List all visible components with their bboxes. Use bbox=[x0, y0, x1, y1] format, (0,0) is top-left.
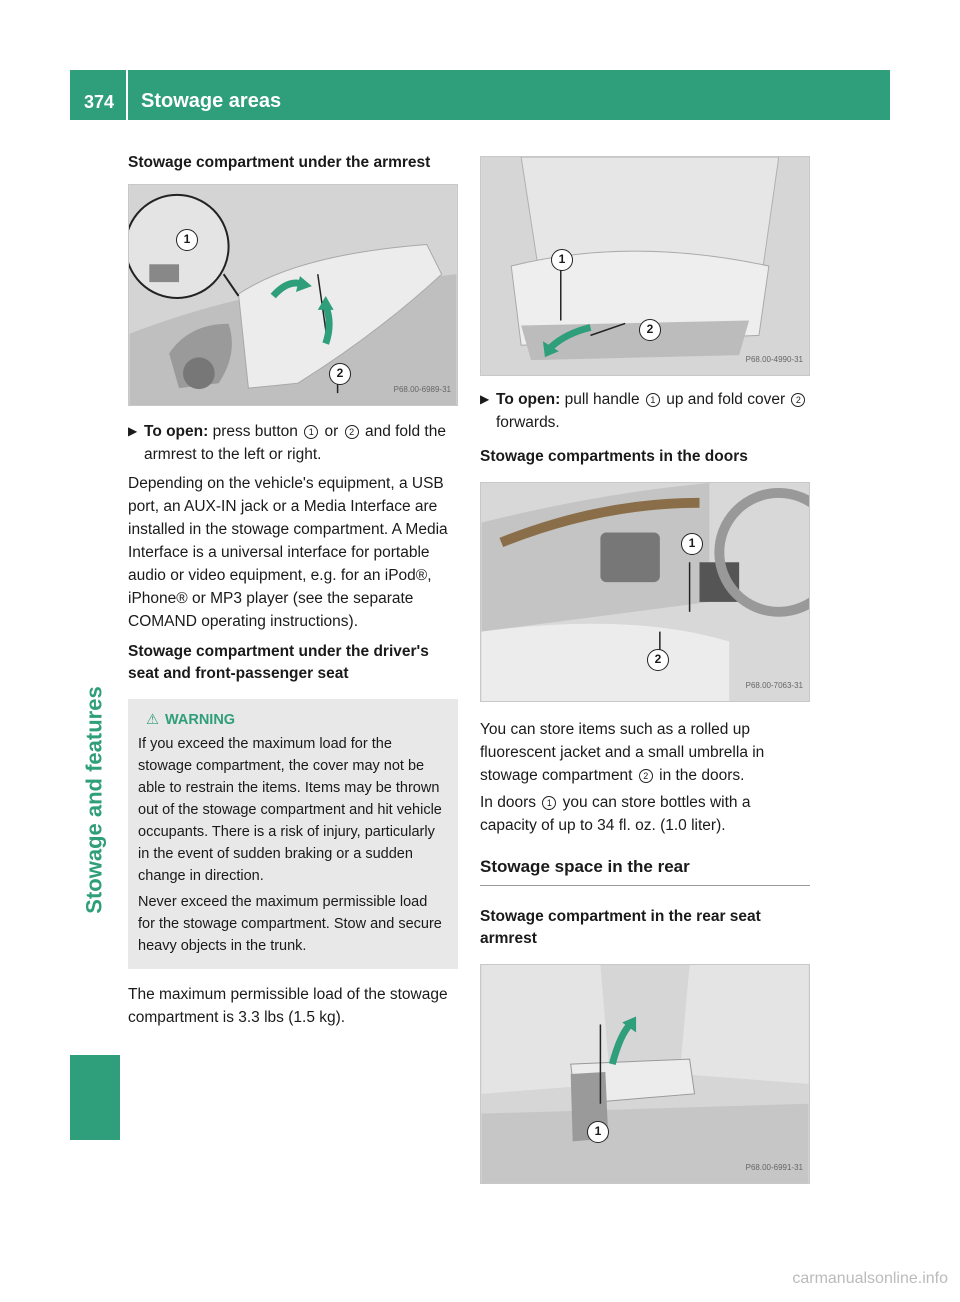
warning-header bbox=[138, 709, 448, 731]
text: In doors bbox=[480, 794, 537, 811]
step-label: To open: bbox=[496, 391, 561, 408]
side-tab bbox=[72, 590, 118, 1010]
callout-1: 1 bbox=[551, 249, 573, 271]
watermark: carmanualsonline.info bbox=[792, 1270, 948, 1287]
heading-seat-compartment: Stowage compartment under the driver's seat and front-passenger seat bbox=[128, 643, 429, 682]
callout-1: 1 bbox=[681, 533, 703, 555]
ref-2: 2 bbox=[345, 425, 359, 439]
armrest-illustration bbox=[129, 185, 457, 405]
heading-armrest: Stowage compartment under the armrest bbox=[128, 154, 431, 171]
step-open-armrest bbox=[128, 420, 458, 466]
side-tab-block bbox=[70, 1055, 120, 1140]
ref-1: 1 bbox=[646, 393, 660, 407]
figure-doors bbox=[480, 482, 810, 702]
ref-1: 1 bbox=[542, 796, 556, 810]
left-column bbox=[128, 152, 458, 1029]
paragraph-door-bottles bbox=[480, 791, 810, 837]
heading-doors: Stowage compartments in the doors bbox=[480, 448, 748, 465]
figure-rear-armrest bbox=[480, 964, 810, 1184]
ref-2: 2 bbox=[639, 769, 653, 783]
section-title: Stowage areas bbox=[141, 90, 282, 112]
callout-1: 1 bbox=[176, 229, 198, 251]
seat-illustration bbox=[481, 157, 809, 375]
figure-armrest bbox=[128, 184, 458, 406]
step-text: and fold the armrest to the left or right. bbox=[144, 423, 446, 463]
paragraph-media-interface: Depending on the vehicle's equipment, a USB port, an AUX-IN jack or a Media Interface are installed in the stowage compartment. A Media Interface is a universal interface for portable audio or video equipment, e.g. for an iPod®, iPhone® or MP3 player (see the separate COMAND operating instructions). bbox=[128, 475, 448, 630]
figure-seat bbox=[480, 156, 810, 376]
paragraph-max-load: The maximum permissible load of the stowage compartment is 3.3 lbs (1.5 kg). bbox=[128, 986, 448, 1026]
step-arrow-icon: ▶ bbox=[128, 424, 138, 438]
step-text: or bbox=[324, 423, 339, 440]
ref-1: 1 bbox=[304, 425, 318, 439]
figure-code: P68.00-6991-31 bbox=[745, 1163, 803, 1172]
text: you can store bottles with a capacity of up to 34 fl. oz. (1.0 liter). bbox=[480, 794, 751, 834]
step-text: forwards. bbox=[496, 414, 560, 431]
heading-rear-space: Stowage space in the rear bbox=[480, 855, 810, 886]
callout-1: 1 bbox=[587, 1121, 609, 1143]
paragraph-door-items bbox=[480, 718, 810, 787]
text: You can store items such as a rolled up fluorescent jacket and a small umbrella in stowage compartment bbox=[480, 721, 765, 784]
figure-code: P68.00-4990-31 bbox=[745, 355, 803, 364]
door-illustration bbox=[481, 483, 809, 701]
text: in the doors. bbox=[659, 767, 745, 784]
figure-code: P68.00-6989-31 bbox=[393, 385, 451, 394]
warning-title: WARNING bbox=[165, 712, 236, 728]
callout-2: 2 bbox=[647, 649, 669, 671]
step-text: pull handle bbox=[564, 391, 640, 408]
figure-code: P68.00-7063-31 bbox=[745, 681, 803, 690]
page-number: 374 bbox=[84, 92, 115, 112]
warning-text: If you exceed the maximum load for the stowage compartment, the cover may not be able to restrain the items. Items may be thrown out of the stowage compartment and hit vehicle occupants. There is a risk of injury, particularly in the event of sudden braking or a sudden change in direction. bbox=[138, 736, 442, 884]
heading-rear-armrest: Stowage compartment in the rear seat armrest bbox=[480, 908, 761, 947]
right-column bbox=[480, 156, 810, 1184]
step-arrow-icon: ▶ bbox=[480, 392, 490, 406]
step-text: press button bbox=[212, 423, 298, 440]
warning-triangle-icon: ⚠ bbox=[146, 712, 159, 728]
ref-2: 2 bbox=[791, 393, 805, 407]
callout-2: 2 bbox=[639, 319, 661, 341]
side-tab-label: Stowage and features bbox=[82, 686, 108, 914]
step-text: up and fold cover bbox=[666, 391, 786, 408]
rear-armrest-illustration bbox=[481, 965, 809, 1183]
step-label: To open: bbox=[144, 423, 209, 440]
warning-text: Never exceed the maximum permissible load for the stowage compartment. Stow and secure heavy objects in the trunk. bbox=[138, 894, 442, 954]
callout-2: 2 bbox=[329, 363, 351, 385]
header-divider bbox=[126, 70, 128, 120]
step-open-seat bbox=[480, 388, 810, 434]
warning-box bbox=[128, 699, 458, 969]
